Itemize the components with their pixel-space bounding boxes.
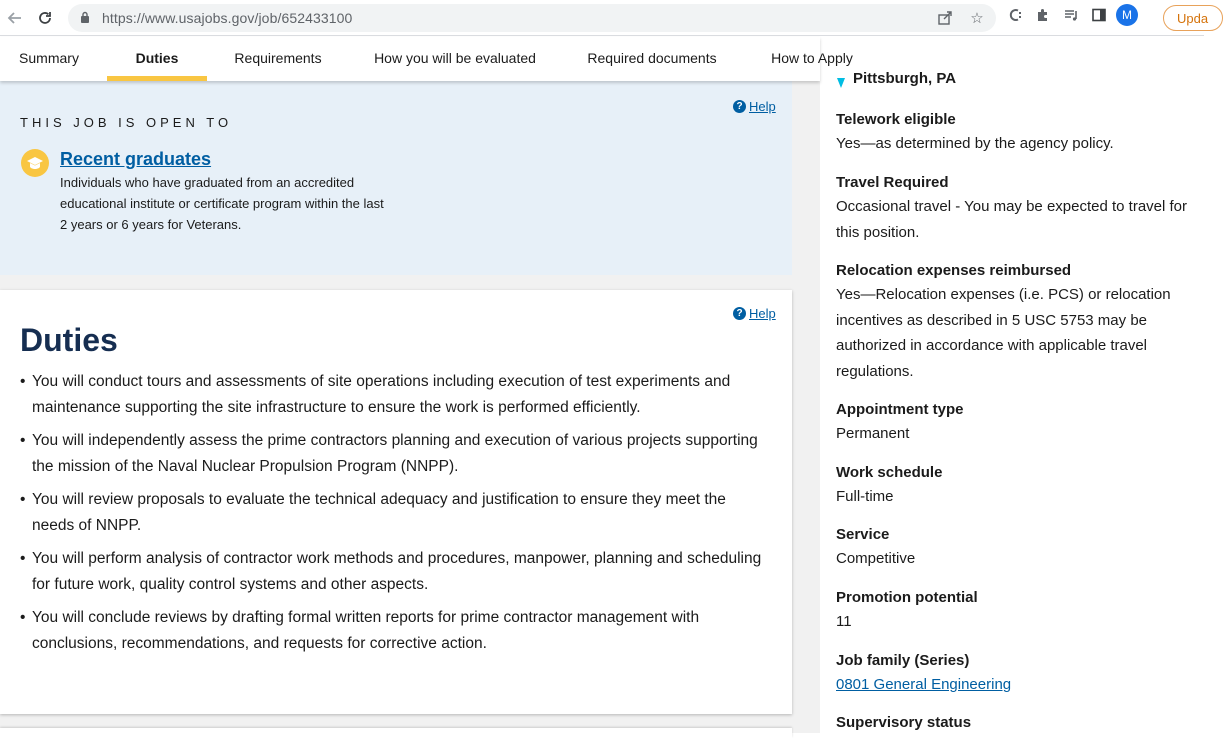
browser-toolbar bbox=[0, 0, 1209, 36]
lock-icon bbox=[80, 11, 90, 23]
help-question-icon: ? bbox=[733, 100, 746, 113]
tab-duties[interactable]: Duties bbox=[107, 37, 207, 81]
service-label: Service bbox=[836, 526, 890, 543]
url-text[interactable]: https://www.usajobs.gov/job/652433100 bbox=[102, 10, 353, 26]
profile-avatar[interactable]: M bbox=[1116, 4, 1138, 26]
job-family-link[interactable]: 0801 General Engineering bbox=[836, 676, 1012, 693]
duty-item: • You will conduct tours and assessments of site operations including execution of test experiments and maintenance supporting the site infrastructure to ensure the work is performed efficiently. bbox=[20, 369, 770, 420]
travel-label: Travel Required bbox=[836, 174, 949, 191]
duties-list bbox=[20, 369, 770, 664]
open-to-help-link[interactable] bbox=[733, 99, 776, 114]
tab-summary[interactable]: Summary bbox=[19, 50, 79, 66]
appointment-type-value: Permanent bbox=[836, 425, 910, 442]
tab-how-evaluated[interactable]: How you will be evaluated bbox=[374, 50, 536, 66]
location-text: Pittsburgh, PA bbox=[853, 70, 957, 87]
appointment-type-label: Appointment type bbox=[836, 401, 964, 418]
job-family-label: Job family (Series) bbox=[836, 652, 970, 669]
extensions-puzzle-icon[interactable] bbox=[1032, 4, 1054, 26]
open-to-heading: THIS JOB IS OPEN TO bbox=[20, 115, 233, 130]
update-button[interactable]: Upda bbox=[1163, 5, 1223, 31]
media-queue-icon[interactable] bbox=[1060, 4, 1082, 26]
job-family-value-wrapper bbox=[836, 672, 1192, 698]
address-bar[interactable] bbox=[68, 4, 996, 32]
duties-help-link[interactable] bbox=[733, 306, 776, 321]
recent-graduates-description: Individuals who have graduated from an accredited educational institute or certificate program within the last 2 years or 6 years for Veterans. bbox=[60, 175, 384, 232]
help-label[interactable]: Help bbox=[749, 99, 776, 114]
graduation-cap-icon bbox=[21, 149, 49, 177]
extension-c-icon[interactable] bbox=[1004, 4, 1026, 26]
promotion-potential-value: 11 bbox=[836, 613, 852, 630]
telework-label: Telework eligible bbox=[836, 111, 956, 128]
back-arrow-icon[interactable] bbox=[1, 4, 29, 32]
duties-heading: Duties bbox=[20, 322, 118, 358]
work-schedule-value: Full-time bbox=[836, 488, 894, 505]
supervisory-status-label: Supervisory status bbox=[836, 714, 972, 731]
share-icon[interactable] bbox=[934, 7, 956, 29]
side-panel-icon[interactable] bbox=[1088, 4, 1110, 26]
duty-item: • You will independently assess the prime contractors planning and execution of various projects supporting the mission of the Naval Nuclear Propulsion Program (NNPP). bbox=[20, 428, 770, 479]
tab-requirements[interactable]: Requirements bbox=[234, 50, 322, 66]
help-question-icon: ? bbox=[733, 307, 746, 320]
tab-required-documents[interactable]: Required documents bbox=[587, 50, 717, 66]
relocation-value: Yes—Relocation expenses (i.e. PCS) or relocation incentives as described in 5 USC 5753 may be authorized in accordance with applicable travel regulations. bbox=[836, 286, 1171, 380]
recent-graduates-link[interactable]: Recent graduates bbox=[60, 149, 212, 169]
travel-value: Occasional travel - You may be expected to travel for this position. bbox=[836, 198, 1188, 241]
tab-how-to-apply[interactable]: How to Apply bbox=[771, 50, 853, 66]
relocation-label: Relocation expenses reimbursed bbox=[836, 262, 1072, 279]
telework-value: Yes—as determined by the agency policy. bbox=[836, 135, 1114, 152]
service-value: Competitive bbox=[836, 550, 916, 567]
duty-item: • You will review proposals to evaluate the technical adequacy and justification to ensure they meet the needs of NNPP. bbox=[20, 487, 770, 538]
help-label[interactable]: Help bbox=[749, 306, 776, 321]
section-tabs bbox=[0, 37, 853, 81]
next-section-card bbox=[0, 728, 792, 738]
promotion-potential-label: Promotion potential bbox=[836, 589, 978, 606]
duty-item: • You will perform analysis of contractor work methods and procedures, manpower, planning and scheduling for future work, quality control systems and other aspects. bbox=[20, 546, 770, 597]
work-schedule-label: Work schedule bbox=[836, 464, 943, 481]
duty-item: • You will conclude reviews by drafting formal written reports for prime contractor management with conclusions, recommendations, and requests for corrective action. bbox=[20, 605, 770, 656]
bookmark-star-icon[interactable]: ☆ bbox=[970, 9, 984, 27]
reload-icon[interactable] bbox=[31, 4, 59, 32]
